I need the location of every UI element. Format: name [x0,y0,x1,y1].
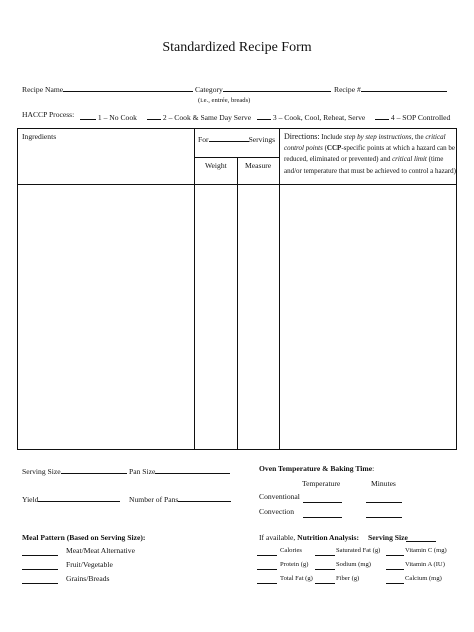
meal-item-2-field[interactable] [22,569,58,570]
weight-header: Weight [205,161,227,170]
calories-field[interactable] [257,555,277,556]
number-of-pans-label: Number of Pans [129,495,179,504]
yield-field[interactable] [38,492,120,502]
total-fat-field[interactable] [257,583,277,584]
directions-text-3: , the [411,133,424,141]
yield-row [22,492,120,504]
recipe-number-row [334,82,447,94]
for-label: For [198,135,209,144]
total-fat-label: Total Fat (g) [280,575,313,582]
haccp-option-3-label: 3 – Cook, Cool, Reheat, Serve [272,113,366,122]
nutrition-prefix: If available, [259,533,296,542]
haccp-option-3-blank[interactable] [257,110,271,120]
haccp-option-3 [257,110,365,122]
number-of-pans-field[interactable] [178,492,231,502]
directions-text-9: (time and/or temperature that must be achieved to control a hazard) [284,155,457,175]
vitamin-a-field[interactable] [386,569,404,570]
meal-item-1-label: Meat/Meat Alternative [66,546,135,555]
oven-title-label: Oven Temperature & Baking Time [259,464,373,473]
directions-label: Directions: [284,132,320,141]
nutrition-serving-size-field[interactable] [406,541,436,542]
recipe-name-field[interactable] [63,82,193,92]
calcium-label: Calcium (mg) [405,575,442,582]
pan-size-label: Pan Size [129,467,156,476]
number-of-pans-row [129,492,231,504]
servings-label: Servings [248,135,276,144]
nutrition-label: Nutrition Analysis: [297,533,359,542]
servings-count-field[interactable] [209,132,249,142]
conventional-minutes-field[interactable] [366,502,402,503]
serving-size-label: Serving Size [22,467,61,476]
saturated-fat-label: Saturated Fat (g) [336,547,381,554]
convection-minutes-field[interactable] [366,517,402,518]
protein-label: Protein (g) [280,561,309,568]
meal-item-2-label: Fruit/Vegetable [66,560,113,569]
fiber-field[interactable] [315,583,335,584]
convection-label: Convection [259,507,295,516]
category-hint: (i.e., entrée, breads) [198,97,251,104]
measure-header: Measure [245,161,272,170]
nutrition-title [259,533,359,542]
nutrition-serving-size-label: Serving Size [368,533,408,542]
haccp-option-2 [147,110,251,122]
directions-text-8: critical limit [392,155,427,164]
measure-entry-area[interactable] [238,185,279,448]
meal-item-3-field[interactable] [22,583,58,584]
directions-text-2: step by step instructions [344,133,412,141]
calcium-field[interactable] [386,583,404,584]
haccp-option-4-label: 4 – SOP Controlled [390,113,451,122]
weight-entry-area[interactable] [195,185,237,448]
haccp-option-2-label: 2 – Cook & Same Day Serve [162,113,252,122]
form-title: Standardized Recipe Form [162,40,312,55]
meal-item-3-label: Grains/Breads [66,574,110,583]
serving-size-field[interactable] [61,464,127,474]
pan-size-field[interactable] [155,464,230,474]
ingredients-header: Ingredients [22,132,57,141]
meal-item-1-field[interactable] [22,555,58,556]
vitamin-a-label: Vitamin A (IU) [405,561,445,568]
meal-pattern-title: Meal Pattern (Based on Serving Size): [22,533,146,542]
recipe-name-row [22,82,193,94]
convection-temperature-field[interactable] [303,517,342,518]
oven-title [259,464,374,473]
haccp-label: HACCP Process: [22,110,75,119]
recipe-name-label: Recipe Name [22,85,64,94]
oven-title-colon: : [372,464,375,473]
servings-header [198,132,275,144]
haccp-option-1 [80,110,137,122]
vitamin-c-field[interactable] [386,555,404,556]
haccp-option-1-blank[interactable] [80,110,96,120]
directions-text-1: Include [321,133,343,141]
sodium-label: Sodium (mg) [336,561,371,568]
saturated-fat-field[interactable] [315,555,335,556]
category-row [195,82,331,94]
yield-label: Yield [22,495,39,504]
haccp-option-1-label: 1 – No Cook [97,113,137,122]
sodium-field[interactable] [315,569,335,570]
haccp-option-4 [375,110,450,122]
serving-size-row [22,464,127,476]
servings-subheader-line [194,157,280,158]
fiber-label: Fiber (g) [336,575,360,582]
calories-label: Calories [280,547,302,554]
haccp-option-4-blank[interactable] [375,110,389,120]
temperature-label: Temperature [302,479,341,488]
directions-text-4: critical control points [284,133,446,153]
conventional-label: Conventional [259,492,300,501]
haccp-option-2-blank[interactable] [147,110,161,120]
directions-header [284,131,456,177]
minutes-label: Minutes [371,479,396,488]
conventional-temperature-field[interactable] [303,502,342,503]
pan-size-row [129,464,230,476]
directions-text-5: ( [324,144,327,153]
recipe-number-field[interactable] [361,82,447,92]
category-label: Category [195,85,223,94]
category-field[interactable] [223,82,331,92]
directions-text-6: CCP [326,144,342,153]
recipe-number-label: Recipe # [334,85,361,94]
protein-field[interactable] [257,569,277,570]
vitamin-c-label: Vitamin C (mg) [405,547,447,554]
directions-text-7: -specific points at which a hazard can be reduced, eliminated or prevented) and [284,144,456,164]
directions-entry-area[interactable] [280,185,455,448]
ingredients-entry-area[interactable] [18,185,194,448]
